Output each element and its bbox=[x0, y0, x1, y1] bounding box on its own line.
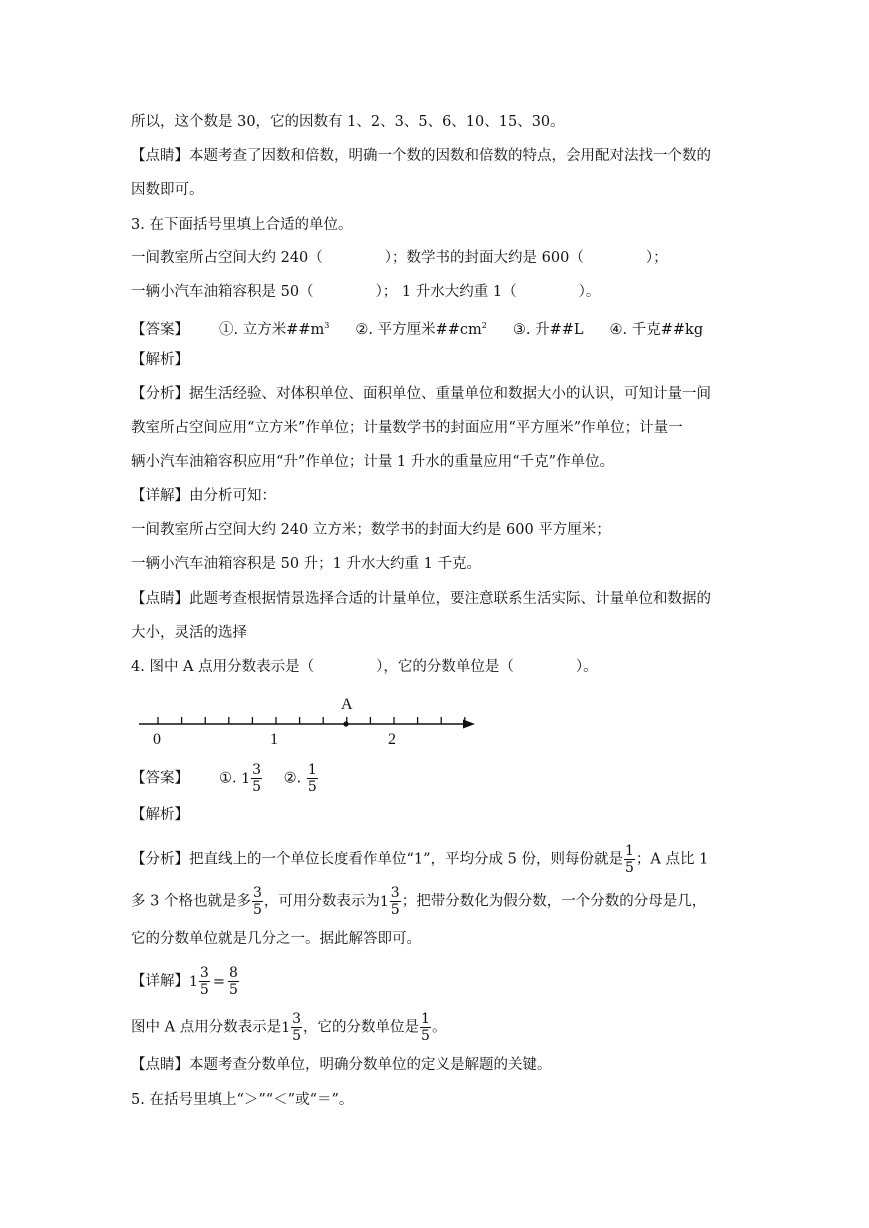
point-a-label: A bbox=[341, 696, 353, 713]
question-5-title: 5. 在括号里填上“＞”“＜”或“＝”。 bbox=[131, 1092, 354, 1108]
text-line: 【点睛】此题考查根据情景选择合适的计量单位，要注意联系生活实际、计量单位和数据的 bbox=[131, 591, 711, 607]
question-4-title: 4. 图中 A 点用分数表示是（ ），它的分数单位是（ ）。 bbox=[131, 659, 598, 675]
question-3-answer: 【答案】 ①. 立方米$\#\#m^3$ ②. 平方厘米$\#\#cm^2$ ③. 升##L ④. 千克##kg bbox=[131, 321, 704, 338]
answer-mixed-fraction: 1 $\frac{3}{5}$ bbox=[241, 762, 262, 795]
question-4-answer: 【答案】 ①. 1 $\frac{3}{5}$ ②. $\frac{1}{5}$ bbox=[131, 762, 317, 795]
text-line: 一辆小汽车油箱容积是 50 升；1 升水大约重 1 千克。 bbox=[131, 556, 481, 572]
point-a-dot bbox=[343, 721, 348, 726]
question-4-jiexi: 【解析】 bbox=[131, 807, 189, 823]
text-line: 图中 A 点用分数表示是 1 $\frac{3}{5}$ ，它的分数单位是 $\frac{1}{5}$ 。 bbox=[131, 1011, 447, 1044]
text-line: 多 3 个格也就是多 $\frac{3}{5}$ ，可用分数表示为 1 $\frac{3}{5}$ ；把带分数化为假分数，一个分数的分母是几， bbox=[131, 885, 707, 918]
text-line: 【分析】据生活经验、对体积单位、面积单位、重量单位和数据大小的认识，可知计量一间 bbox=[131, 386, 711, 402]
tick-label-0: 0 bbox=[153, 731, 161, 748]
question-3-row-1: 一间教室所占空间大约 240（ ）；数学书的封面大约是 600（ ）； bbox=[131, 250, 668, 266]
number-line-ticks bbox=[158, 717, 465, 724]
text-line: 它的分数单位就是几分之一。据此解答即可。 bbox=[131, 931, 421, 947]
text-line: 【点睛】本题考查分数单位，明确分数单位的定义是解题的关键。 bbox=[131, 1057, 552, 1073]
text-line: 【点睛】本题考查了因数和倍数，明确一个数的因数和倍数的特点，会用配对法找一个数的 bbox=[131, 148, 711, 164]
text-line: 辆小汽车油箱容积应用“升”作单位；计量 1 升水的重量应用“千克”作单位。 bbox=[131, 454, 615, 470]
number-line bbox=[131, 690, 481, 750]
answer-fraction: $\frac{1}{5}$ bbox=[307, 762, 317, 795]
text-line: 【详解】由分析可知： bbox=[131, 488, 276, 504]
text-line: 【分析】把直线上的一个单位长度看作单位“1”，平均分成 5 份，则每份就是 $\frac{1}{5}$ ；A 点比 1 bbox=[131, 843, 709, 876]
text-line: 教室所占空间应用“立方米”作单位；计量数学书的封面应用“平方厘米”作单位；计量一 bbox=[131, 420, 683, 436]
text-line: 所以，这个数是 30，它的因数有 1、2、3、5、6、10、15、30。 bbox=[131, 114, 565, 130]
question-3-row-2: 一辆小汽车油箱容积是 50（ ）； 1 升水大约重 1（ ）。 bbox=[131, 284, 601, 300]
tick-label-1: 1 bbox=[270, 731, 278, 748]
question-3-jiexi: 【解析】 bbox=[131, 352, 189, 368]
question-4-detail: 【详解】 1 $\frac{3}{5}$ = $\frac{8}{5}$ bbox=[131, 965, 238, 998]
question-3-title: 3. 在下面括号里填上合适的单位。 bbox=[131, 217, 353, 233]
text-line: 因数即可。 bbox=[131, 182, 204, 198]
text-line: 大小，灵活的选择 bbox=[131, 625, 247, 641]
tick-label-2: 2 bbox=[388, 731, 396, 748]
text-line: 一间教室所占空间大约 240 立方米；数学书的封面大约是 600 平方厘米； bbox=[131, 522, 611, 538]
